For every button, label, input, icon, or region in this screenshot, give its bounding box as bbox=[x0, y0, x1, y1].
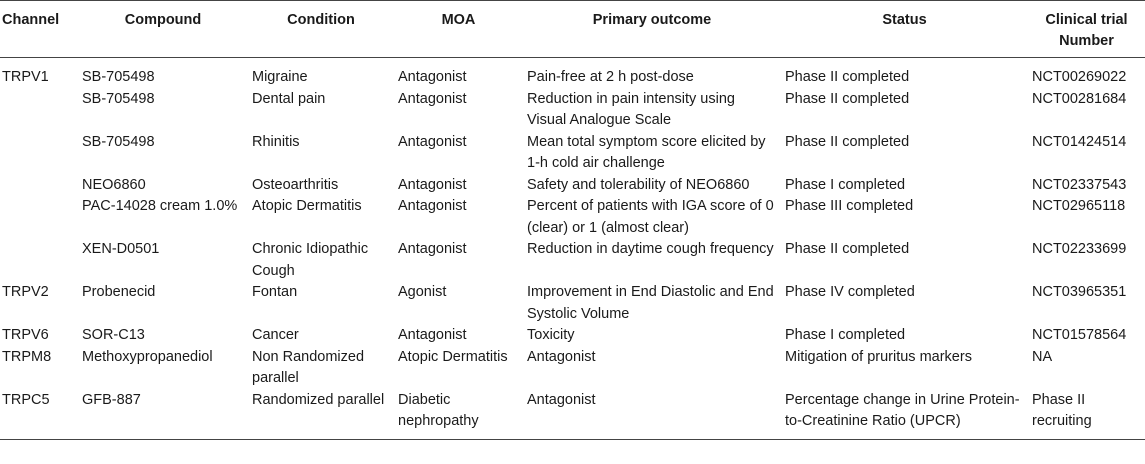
cell-moa: Antagonist bbox=[398, 90, 467, 107]
cell-channel bbox=[0, 89, 78, 132]
table-row bbox=[0, 347, 1145, 390]
cell-trial-number: NCT02337543 bbox=[1032, 176, 1127, 193]
cell-compound: GFB-887 bbox=[78, 390, 248, 440]
cell-primary-outcome: Reduction in daytime cough frequency bbox=[527, 241, 774, 257]
cell-channel bbox=[0, 132, 78, 175]
cell-trial-number: NCT01578564 bbox=[1032, 327, 1127, 343]
table-row bbox=[0, 132, 1145, 175]
table-row bbox=[0, 325, 1145, 347]
header-moa: MOA bbox=[394, 1, 523, 58]
cell-compound: PAC-14028 cream 1.0% bbox=[82, 198, 238, 214]
cell-compound: XEN-D0501 bbox=[82, 241, 160, 257]
cell-channel: TRPC5 bbox=[0, 390, 78, 440]
cell-trial-number: NCT02965118 bbox=[1032, 198, 1126, 214]
header-row bbox=[0, 1, 1145, 58]
cell-moa: Antagonist bbox=[398, 133, 467, 150]
cell-primary-outcome: Safety and tolerability of NEO6860 bbox=[527, 176, 750, 193]
cell-condition: Migraine bbox=[252, 69, 308, 85]
cell-channel bbox=[0, 239, 78, 282]
cell-trial-number: Phase II recruiting bbox=[1028, 390, 1145, 440]
cell-condition: Chronic Idiopathic Cough bbox=[252, 241, 369, 279]
header-clinical-trial-number: Clinical trial Number bbox=[1028, 1, 1145, 58]
cell-moa: Antagonist bbox=[398, 198, 467, 214]
cell-moa: Diabetic nephropathy bbox=[394, 390, 523, 440]
table-row bbox=[0, 390, 1145, 440]
table-row bbox=[0, 89, 1145, 132]
cell-moa: Antagonist bbox=[398, 327, 467, 343]
cell-channel: TRPV6 bbox=[2, 327, 49, 343]
cell-status: Phase II completed bbox=[785, 69, 910, 85]
table-row bbox=[0, 196, 1145, 239]
cell-status: Phase II completed bbox=[785, 90, 910, 107]
cell-condition: Rhinitis bbox=[252, 133, 300, 150]
header-condition: Condition bbox=[248, 1, 394, 58]
table-row bbox=[0, 58, 1145, 89]
cell-moa: Atopic Dermatitis bbox=[398, 348, 508, 365]
cell-channel bbox=[0, 175, 78, 197]
header-compound: Compound bbox=[78, 1, 248, 58]
cell-primary-outcome: Percent of patients with IGA score of 0 (clear) or 1 (almost clear) bbox=[527, 198, 774, 236]
cell-condition: Randomized parallel bbox=[248, 390, 394, 440]
cell-compound: SB-705498 bbox=[82, 90, 155, 107]
header-channel: Channel bbox=[0, 1, 78, 58]
cell-compound: Probenecid bbox=[82, 284, 156, 300]
cell-compound: Methoxypropanediol bbox=[82, 348, 213, 365]
cell-condition: Osteoarthritis bbox=[252, 176, 339, 193]
cell-primary-outcome: Antagonist bbox=[527, 348, 596, 365]
cell-channel: TRPV2 bbox=[2, 284, 49, 300]
cell-primary-outcome: Toxicity bbox=[527, 327, 575, 343]
cell-status: Phase I completed bbox=[785, 327, 906, 343]
table-row bbox=[0, 282, 1145, 325]
cell-status: Phase III completed bbox=[785, 198, 914, 214]
table-row bbox=[0, 239, 1145, 282]
cell-trial-number: NCT01424514 bbox=[1032, 133, 1127, 150]
cell-condition: Atopic Dermatitis bbox=[252, 198, 362, 214]
cell-condition: Fontan bbox=[252, 284, 298, 300]
cell-primary-outcome: Reduction in pain intensity using Visual Analogue Scale bbox=[527, 90, 735, 128]
cell-status: Phase IV completed bbox=[785, 284, 915, 300]
cell-condition: Cancer bbox=[252, 327, 299, 343]
cell-status: Phase II completed bbox=[785, 241, 910, 257]
cell-compound: SB-705498 bbox=[82, 133, 155, 150]
cell-channel: TRPM8 bbox=[2, 348, 52, 365]
cell-primary-outcome: Mean total symptom score elicited by 1-h cold air challenge bbox=[527, 133, 766, 171]
header-status: Status bbox=[781, 1, 1028, 58]
cell-trial-number: NCT00269022 bbox=[1032, 69, 1127, 85]
cell-moa: Agonist bbox=[398, 284, 447, 300]
cell-status: Mitigation of pruritus markers bbox=[785, 348, 972, 365]
cell-primary-outcome: Antagonist bbox=[523, 390, 781, 440]
cell-status: Percentage change in Urine Protein-to-Creatinine Ratio (UPCR) bbox=[781, 390, 1028, 440]
cell-primary-outcome: Pain-free at 2 h post-dose bbox=[527, 69, 694, 85]
cell-trial-number: NCT00281684 bbox=[1032, 90, 1127, 107]
cell-trial-number: NA bbox=[1032, 348, 1053, 365]
table-row bbox=[0, 175, 1145, 197]
cell-primary-outcome: Improvement in End Diastolic and End Systolic Volume bbox=[527, 284, 774, 322]
cell-moa: Antagonist bbox=[398, 176, 467, 193]
cell-compound: SB-705498 bbox=[82, 69, 155, 85]
cell-compound: SOR-C13 bbox=[82, 327, 145, 343]
cell-channel: TRPV1 bbox=[2, 69, 49, 85]
cell-moa: Antagonist bbox=[398, 241, 467, 257]
cell-status: Phase I completed bbox=[785, 176, 906, 193]
cell-trial-number: NCT02233699 bbox=[1032, 241, 1127, 257]
cell-condition: Non Randomized parallel bbox=[252, 348, 365, 386]
cell-channel bbox=[0, 196, 78, 239]
header-primary-outcome: Primary outcome bbox=[523, 1, 781, 58]
cell-moa: Antagonist bbox=[398, 69, 467, 85]
cell-status: Phase II completed bbox=[785, 133, 910, 150]
cell-condition: Dental pain bbox=[252, 90, 326, 107]
cell-trial-number: NCT03965351 bbox=[1032, 284, 1127, 300]
cell-compound: NEO6860 bbox=[82, 176, 146, 193]
